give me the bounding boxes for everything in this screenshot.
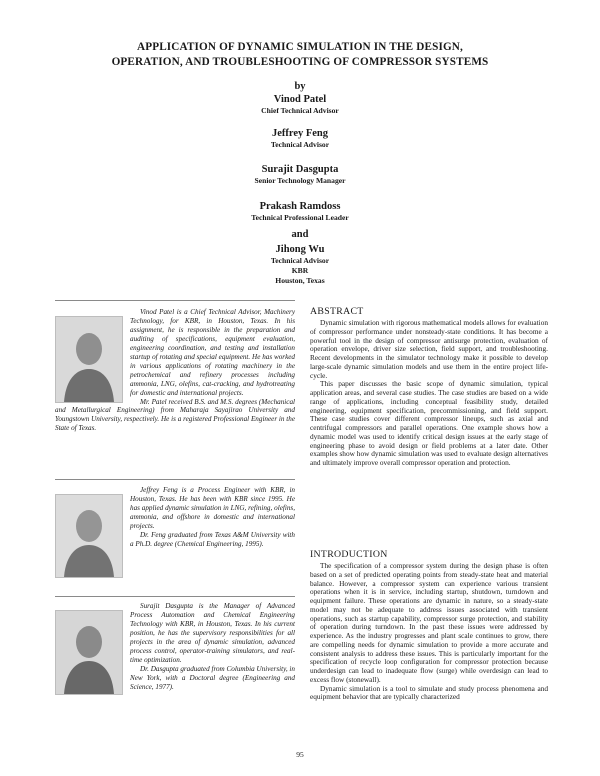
author-role: Senior Technology Manager <box>254 176 346 185</box>
person-silhouette-icon <box>56 611 122 694</box>
author-role: Chief Technical Advisor <box>261 106 339 115</box>
author-and: and <box>291 229 309 240</box>
title-line-1: APPLICATION OF DYNAMIC SIMULATION IN THE DESIGN, <box>137 41 463 53</box>
bio-divider <box>55 596 295 597</box>
author-photo-feng-icon <box>55 494 123 578</box>
author-role: Technical Advisor <box>270 140 330 149</box>
introduction-heading: INTRODUCTION <box>310 549 388 560</box>
abstract-heading: ABSTRACT <box>310 306 364 317</box>
bio-paragraph: Surajit Dasgupta is the Manager of Advanced Process Automation and Chemical Engineering Technology with KBR, in Houston, Texas. In his current position, he has the supervisory responsibilities for all projects in the area of dynamic simulation, advanced process control, operator-training simulators, and real-time optimization. <box>130 602 295 664</box>
author-block-patel <box>150 94 450 116</box>
author-name: Jihong Wu <box>275 244 325 255</box>
bio-paragraph: Vinod Patel is a Chief Technical Advisor, Machinery Technology, for KBR, in Houston, Texas. In his assignment, he is responsible in the preparation and auditing of specifications, equipment evaluation, engineering coordination, and testing and installation startup of rotating and special equipment. He has worked in various applications of rotating machinery in the petrochemical and refinery processes including ammonia, LNG, olefins, cat-cracking, and hydrotreating for domestic and international projects. <box>130 308 295 397</box>
bio-paragraph: Mr. Patel received B.S. and M.S. degrees (Mechanical and Metallurgical Engineering) from Maharaja Sayajirao University and Youngstown University, respectively. He is a registered Professional Engineer in the State of Texas. <box>55 397 295 433</box>
abstract-section <box>310 306 548 468</box>
bio-paragraph: Dr. Dasgupta graduated from Columbia University, in New York, with a Doctoral degree (Engineering and Science, 1977). <box>130 664 295 691</box>
introduction-paragraph: Dynamic simulation is a tool to simulate and study process phenomena and equipment behavior that are typically characterized <box>310 683 548 702</box>
author-name: Prakash Ramdoss <box>259 201 341 212</box>
title-line-2: OPERATION, AND TROUBLESHOOTING OF COMPRESSOR SYSTEMS <box>111 56 489 68</box>
bio-divider <box>55 479 295 480</box>
bio-feng <box>55 486 295 578</box>
author-role: Technical Professional Leader <box>251 213 349 222</box>
author-role: Technical Advisor <box>270 256 330 265</box>
bio-patel <box>55 308 295 433</box>
paper-title <box>40 40 560 70</box>
page-number: 95 <box>296 750 304 759</box>
author-photo-dasgupta-icon <box>55 610 123 695</box>
introduction-paragraph: The specification of a compressor system during the design phase is often based on a set of predicted operating points from steady-state heat and material balance. However, a compressor system can experience various transient operations when it is in service, including startup, shutdown, turndown and equipment failure. These operations are dynamic in nature, so a steady-state model may not be adequate to address issues associated with transient operations, such as startup capability, compressor surge protection, and stability of operation during turndown. In the past these issues were addressed by experience. As the industry progresses and plant scale continues to grow, there are compelling needs for dynamic simulation to provide a more accurate and consistent analysis to address these issues. This is particularly important for the specification of recycle loop configuration for compressor protection because underdesign can lead to inadequate flow (surge) while overdesign can lead to excess flow (stonewall). <box>310 561 548 684</box>
introduction-section <box>310 549 548 702</box>
bio-dasgupta <box>55 602 295 695</box>
bio-paragraph: Dr. Feng graduated from Texas A&M University with a Ph.D. degree (Chemical Engineering, 1995). <box>130 530 295 548</box>
company: KBR <box>291 266 309 275</box>
location: Houston, Texas <box>275 276 325 285</box>
author-block-dasgupta <box>150 164 450 186</box>
byline: by <box>294 81 306 92</box>
abstract-paragraph: Dynamic simulation with rigorous mathematical models allows for evaluation of compressor performance under nonsteady-state conditions. It has become a powerful tool in the design of compressor antisurge protection, evaluation of operation envelope, driver size selection, field support, and troubleshooting. Recent developments in the simulator technology make it possible to develop large-scale dynamic simulation models and use them in the entire project life-cycle. <box>310 318 548 380</box>
author-block-wu <box>150 244 450 286</box>
bio-divider <box>55 300 295 301</box>
abstract-paragraph: This paper discusses the basic scope of dynamic simulation, typical application areas, and several case studies. The case studies are based on a wide range of applications, including conceptual feasibility study, detailed engineering, equipment specification, precommissioning, and field support. These case studies cover different compressor lineups, such as axial and centrifugal compressors and parallel operations. One example shows how a dynamic model was used to identify critical design issues at the early stage of engineering phase to avoid design or field problems at a later date. Other examples show how dynamic simulation was used to evaluate design alternatives and ultimately improve overall compressor operation and protection. <box>310 379 548 467</box>
author-photo-patel-icon <box>55 316 123 403</box>
person-silhouette-icon <box>56 317 122 402</box>
author-block-feng <box>150 128 450 150</box>
author-block-ramdoss <box>150 201 450 223</box>
bio-paragraph: Jeffrey Feng is a Process Engineer with KBR, in Houston, Texas. He has been with KBR since 1995. He has applied dynamic simulation in LNG, refining, olefins, ammonia, and offshore in domestic and international projects. <box>130 486 295 530</box>
author-name: Jeffrey Feng <box>271 128 329 139</box>
person-silhouette-icon <box>56 495 122 577</box>
author-name: Vinod Patel <box>273 94 327 105</box>
author-name: Surajit Dasgupta <box>261 164 339 175</box>
